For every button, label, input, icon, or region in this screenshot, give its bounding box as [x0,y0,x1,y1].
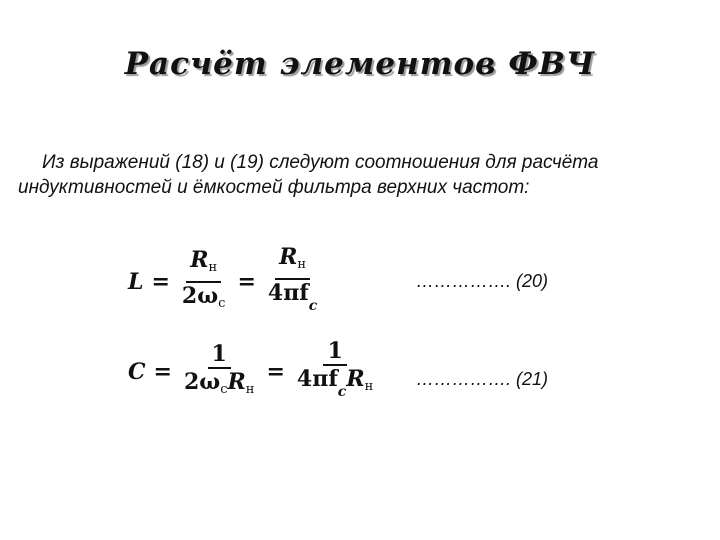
formula-20-frac2-numerator: $R_н$ [275,244,310,280]
formula-20-equals-1: = [151,268,170,295]
formula-20-frac1-numerator: $R_н$ [186,247,221,283]
formula-20-fraction-1 [178,247,230,317]
formula-capacitance [128,338,377,405]
formula-20-frac1-denominator: $2\omega_с$ [181,282,226,311]
formula-21-equals-2: = [266,358,285,385]
formula-21-equals-1: = [153,358,172,385]
formula-21-lhs: C [128,358,146,385]
formula-20-lhs: L [128,268,144,295]
formula-21-frac1-numerator: 1 [208,341,231,369]
paragraph-line-1: Из выражений (18) и (19) следуют соотношения для расчёта [42,152,599,173]
formula-20-fraction-2 [264,244,321,319]
formula-21-frac2-numerator: 1 [323,338,346,366]
formula-21-frac2-denominator: $4\pi f_cR_н$ [296,366,374,400]
formula-20-equals-2: = [237,268,256,295]
formula-21-frac1-denominator: $2\omega_сR_н$ [183,368,255,397]
slide-title: Расчёт элементов ФВЧ [124,46,596,82]
intro-paragraph [18,150,698,200]
equation-number-21: ……………. (21) [416,369,549,389]
formula-20-frac2-denominator: $4\pi f_c$ [267,280,318,314]
equation-number-20: ……………. (20) [416,271,549,291]
formula-inductance [128,244,321,319]
formula-21-fraction-2 [293,338,377,405]
formula-21-fraction-1 [180,341,259,403]
paragraph-line-2: индуктивностей и ёмкостей фильтра верхних частот: [18,177,530,198]
